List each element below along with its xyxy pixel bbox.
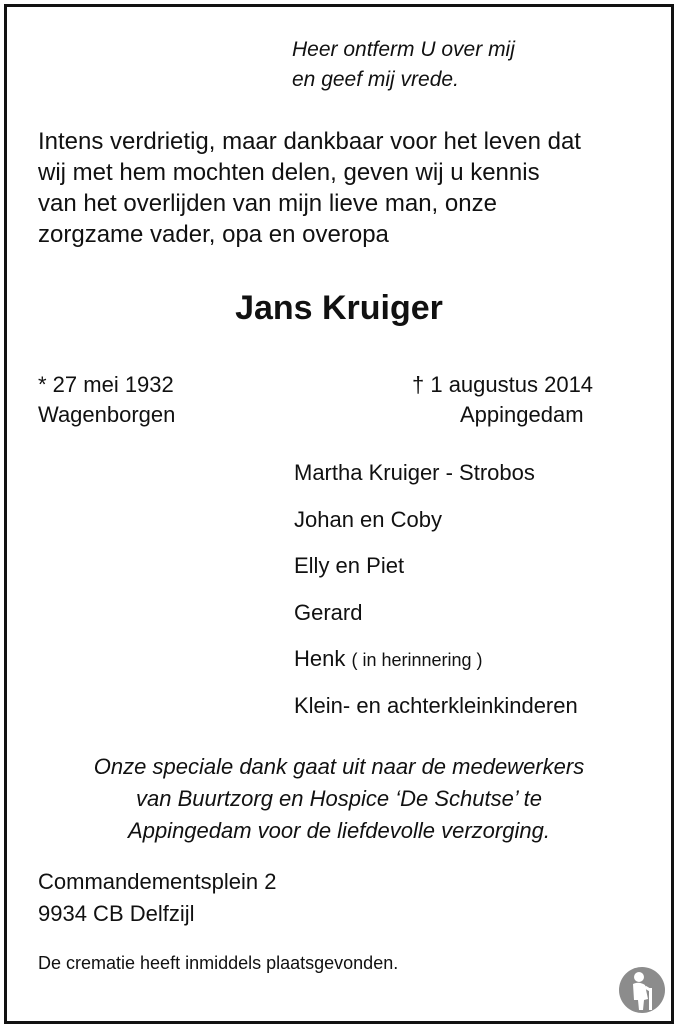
thanks-line: Onze speciale dank gaat uit naar de medewerkers (93, 754, 585, 779)
mourning-figure-icon (618, 966, 666, 1014)
thanks-line: Appingedam voor de liefdevolle verzorging. (128, 818, 550, 843)
relative-name: Henk (294, 646, 346, 671)
address-line: Commandementsplein 2 (38, 869, 277, 894)
relative-item: Elly en Piet (294, 553, 405, 578)
verse-line: en geef mij vrede. (292, 68, 459, 91)
relative-item: Martha Kruiger - Strobos (294, 460, 535, 485)
intro-text (38, 126, 581, 250)
birth-date: * 27 mei 1932 (38, 372, 174, 397)
thanks-line: van Buurtzorg en Hospice ‘De Schutse’ te (135, 786, 542, 811)
verse-line: Heer ontferm U over mij (292, 38, 515, 61)
intro-line: zorgzame vader, opa en overopa (38, 221, 389, 248)
relative-item: Gerard (294, 599, 363, 625)
deceased-name: Jans Kruiger (235, 289, 443, 327)
death-date: † 1 augustus 2014 (412, 372, 594, 397)
relatives-list (294, 458, 578, 737)
death-info (412, 370, 593, 430)
address-line: 9934 CB Delfzijl (38, 901, 195, 926)
birth-info (38, 370, 175, 430)
in-memory-note: ( in herinnering ) (351, 650, 483, 670)
relative-item: Klein- en achterkleinkinderen (294, 692, 578, 718)
death-place: Appingedam (460, 402, 584, 427)
intro-line: Intens verdrietig, maar dankbaar voor het leven dat (38, 128, 581, 155)
relative-item-henk (294, 644, 578, 691)
intro-line: van het overlijden van mijn lieve man, onze (38, 190, 497, 217)
relative-item: Johan en Coby (294, 506, 442, 532)
thanks-text (0, 751, 678, 847)
cremation-note: De crematie heeft inmiddels plaatsgevonden. (38, 953, 399, 973)
verse (292, 35, 515, 95)
intro-line: wij met hem mochten delen, geven wij u kennis (38, 159, 540, 186)
correspondence-address (38, 866, 276, 930)
birth-place: Wagenborgen (38, 402, 176, 427)
